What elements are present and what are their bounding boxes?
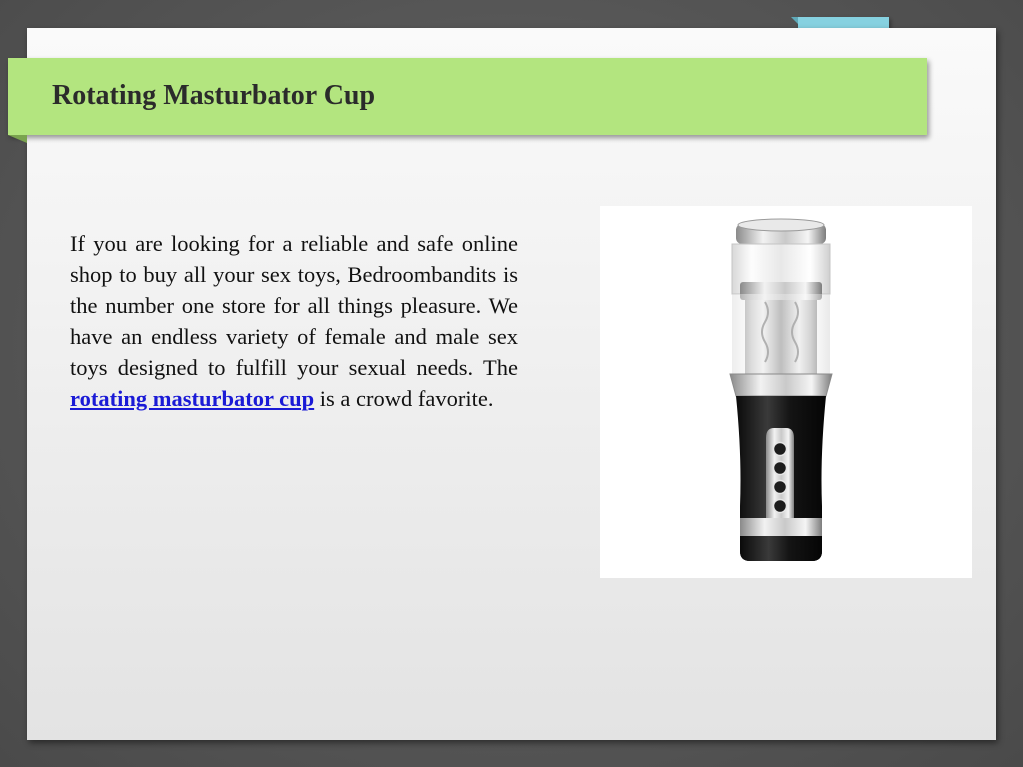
paragraph-text-after: is a crowd favorite. bbox=[314, 386, 494, 411]
body-paragraph bbox=[70, 228, 518, 414]
product-image-icon bbox=[600, 206, 972, 578]
paragraph-text-before: If you are looking for a reliable and safe online shop to buy all your sex toys, Bedroombandits is the number one store for all things pleasure. We have an endless variety of female and male sex toys designed to fulfill your sexual needs. The bbox=[70, 231, 518, 380]
product-image bbox=[600, 206, 972, 578]
title-banner bbox=[8, 58, 927, 135]
slide-title: Rotating Masturbator Cup bbox=[52, 80, 376, 111]
product-link[interactable]: rotating masturbator cup bbox=[70, 386, 315, 411]
